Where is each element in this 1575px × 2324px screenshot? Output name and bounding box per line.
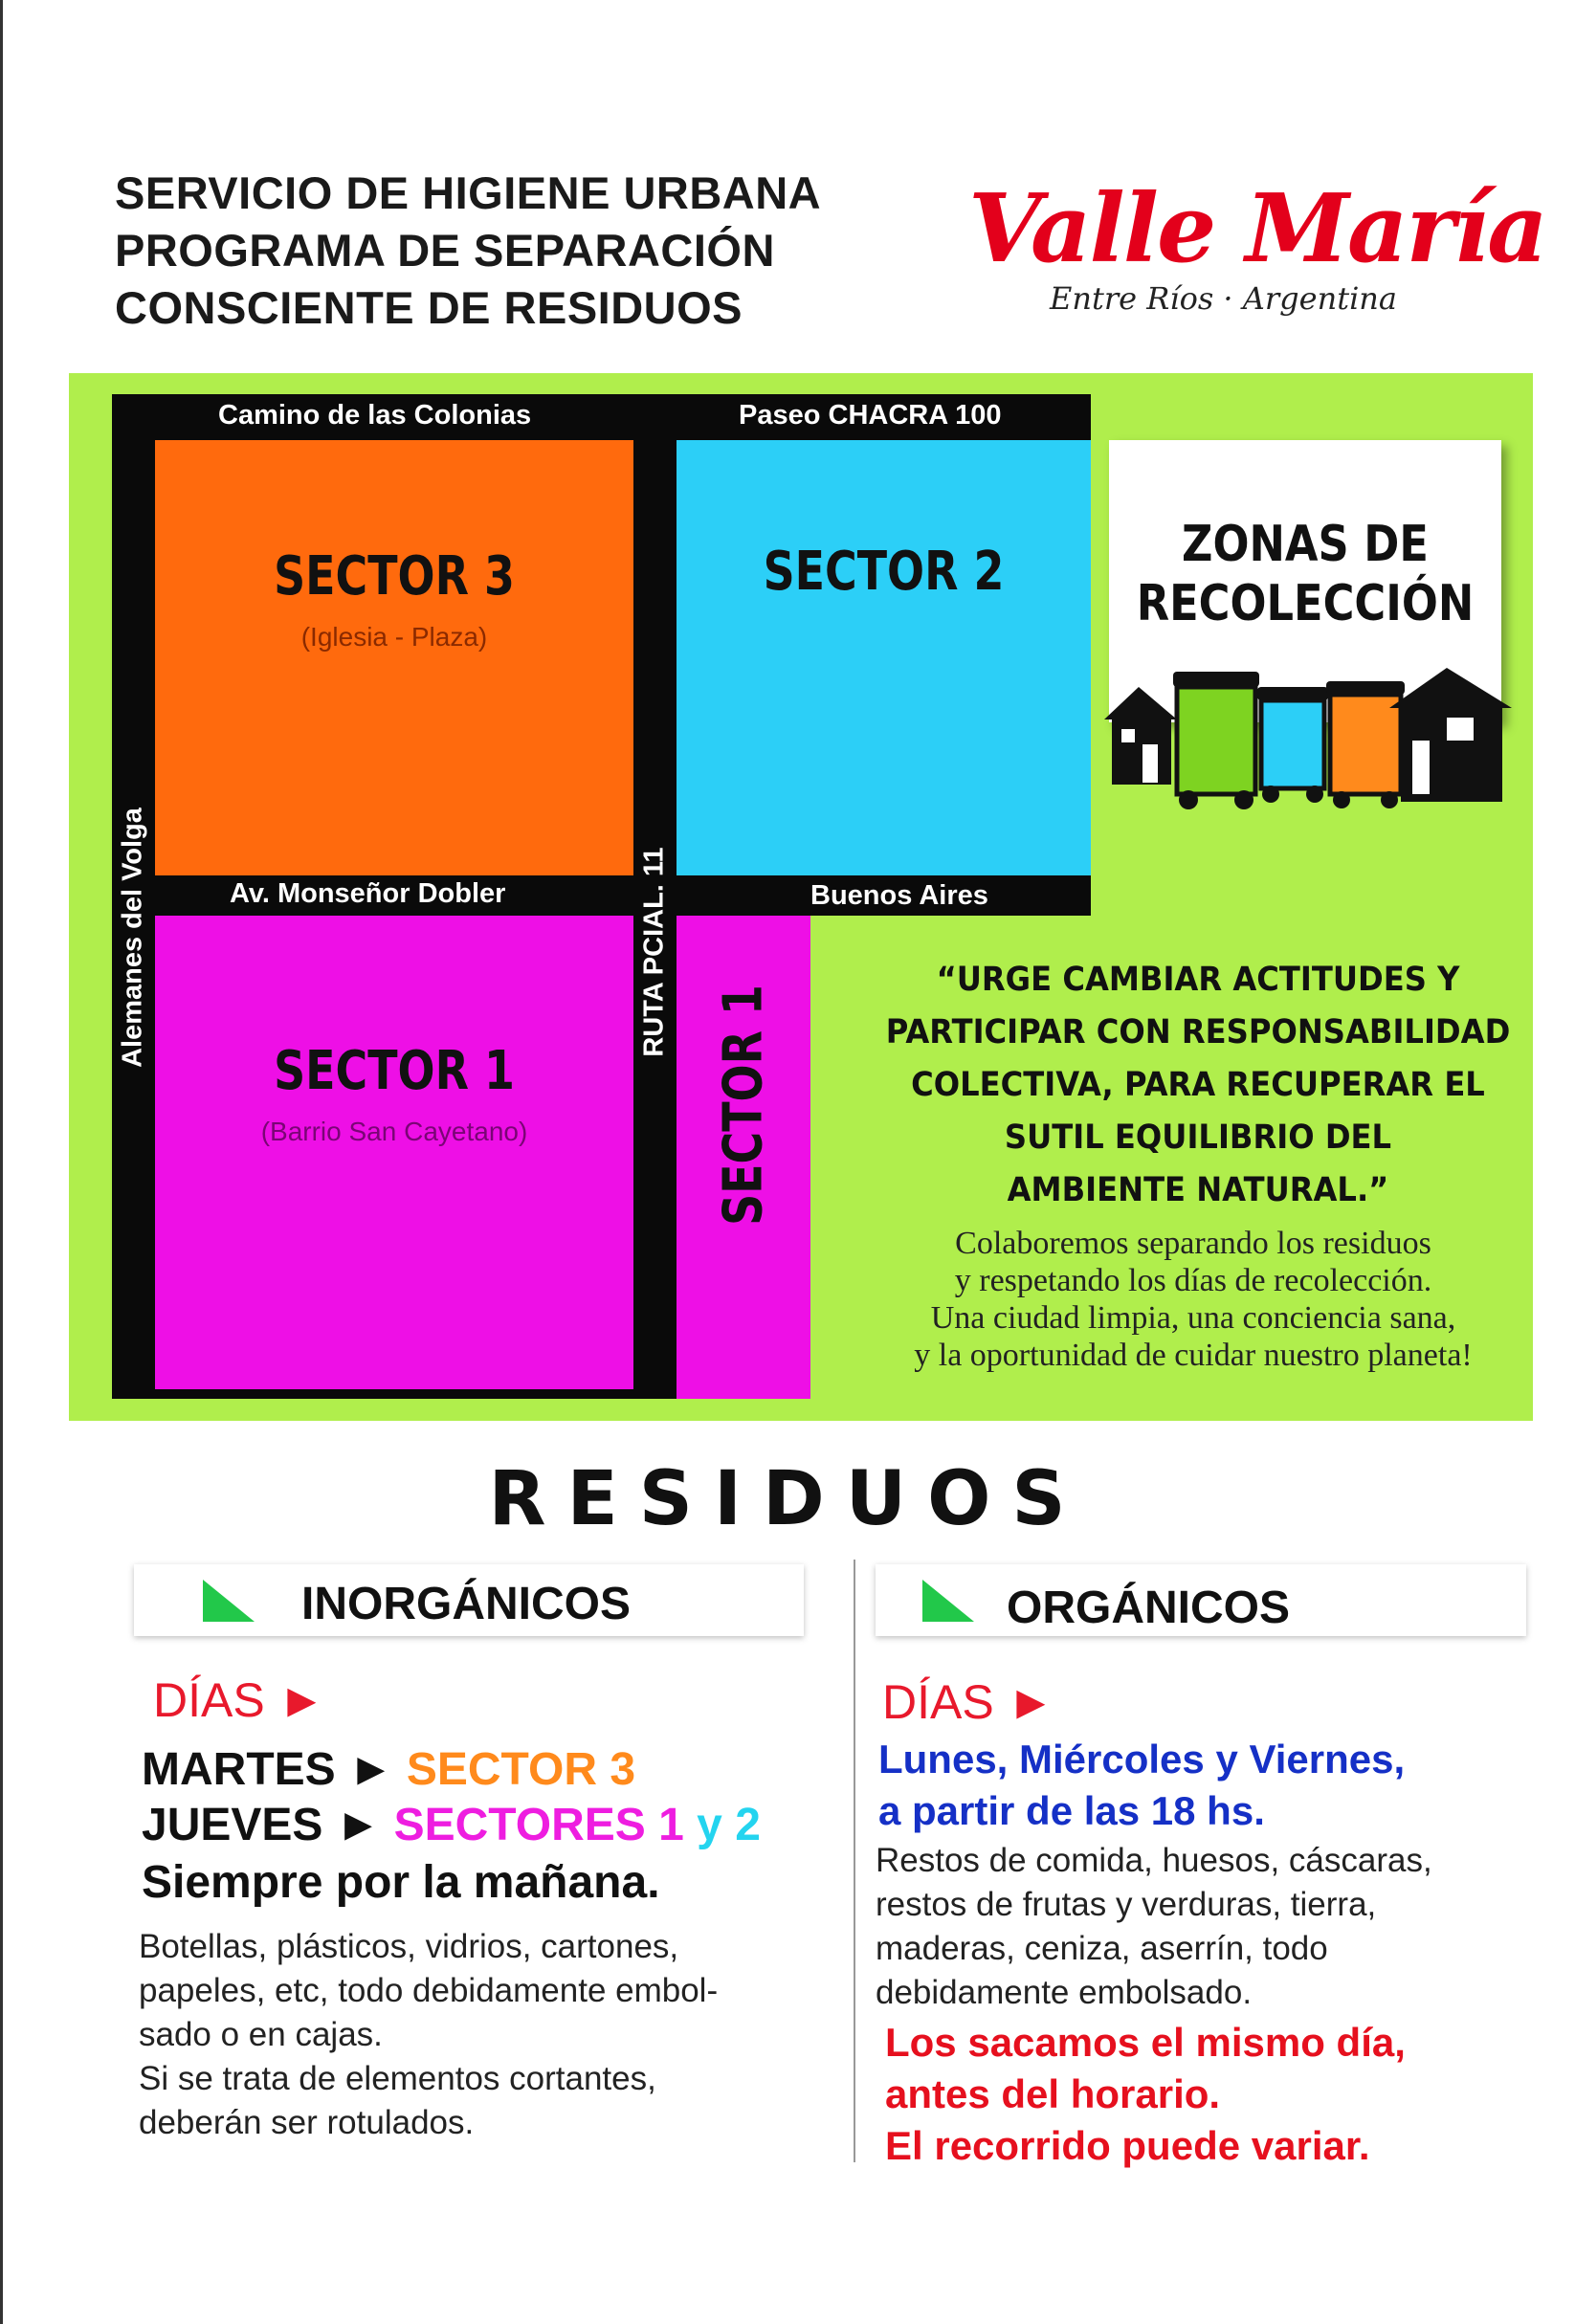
collection-zones-map-panel [69,373,1533,1421]
header-title-line-3: CONSCIENTE DE RESIDUOS [115,282,743,333]
inorganicos-desc-line-2: papeles, etc, todo debidamente embol- [139,1972,719,2009]
organicos-schedule [878,1734,1405,1837]
organicos-note [885,2017,1406,2172]
organicos-label: ORGÁNICOS [1007,1583,1291,1633]
martes-label: MARTES ► [142,1744,394,1795]
siempre-manana: Siempre por la mañana. [142,1857,660,1908]
header-title-line-1: SERVICIO DE HIGIENE URBANA [115,167,822,218]
road-bottom-edge [112,1389,677,1399]
martes-sector: SECTOR 3 [406,1744,636,1795]
sector-3-name: SECTOR 3 [274,545,515,608]
houses-and-bins-illustration [1102,660,1514,813]
green-bin-icon [1173,672,1259,809]
house-icon-left [1104,687,1177,785]
road-label-buenos-aires: Buenos Aires [810,880,988,911]
quote-line-2: PARTICIPAR CON RESPONSABILIDAD [885,1013,1511,1051]
quote-line-1: “URGE CAMBIAR ACTITUDES Y [936,961,1460,999]
jueves-label: JUEVES ► [142,1800,382,1850]
jueves-sectores: SECTORES 1 [393,1800,684,1850]
organicos-note-line-2: antes del horario. [885,2071,1221,2116]
blue-bin-icon [1257,687,1328,803]
organicos-dias-label: DÍAS ► [882,1675,1055,1729]
road-label-paseo-chacra: Paseo CHACRA 100 [739,400,1002,431]
martes-line [142,1743,635,1796]
environment-quote [863,954,1532,1217]
inorganicos-desc-line-1: Botellas, plásticos, vidrios, cartones, [139,1928,679,1965]
green-triangle-icon [199,1576,258,1626]
road-label-alemanes-volga: Alemanes del Volga [117,808,148,1068]
road-label-av-monsenor: Av. Monseñor Dobler [230,878,506,909]
organicos-header [876,1564,1526,1636]
valle-maria-logo [968,174,1546,330]
house-icon-right [1389,668,1512,802]
road-label-camino-colonias: Camino de las Colonias [218,400,532,431]
sector-1-subtitle: (Barrio San Cayetano) [260,1117,528,1146]
organicos-note-line-1: Los sacamos el mismo día, [885,2020,1406,2065]
road-label-ruta-pcial: RUTA PCIAL. 11 [638,847,670,1057]
collab-line-2: y respetando los días de recolección. [954,1263,1432,1298]
inorganicos-description [139,1925,718,2145]
jueves-y: y [697,1800,722,1850]
zonas-title-line-1: ZONAS DE [1182,516,1429,573]
sector-2-block [677,440,1091,875]
inorganicos-label: INORGÁNICOS [301,1579,632,1629]
organicos-desc-line-2: restos de frutas y verduras, tierra, [876,1886,1377,1923]
header-title [115,165,938,337]
inorganicos-desc-line-4: Si se trata de elementos cortantes, [139,2060,656,2097]
header-title-line-2: PROGRAMA DE SEPARACIÓN [115,225,775,276]
organicos-desc-line-3: maderas, ceniza, aserrín, todo [876,1930,1328,1967]
quote-line-5: AMBIENTE NATURAL.” [1007,1171,1389,1209]
orange-bin-icon [1326,681,1405,808]
quote-line-3: COLECTIVA, PARA RECUPERAR EL [911,1066,1485,1104]
sector-1-strip-name: SECTOR 1 [712,985,775,1226]
inorganicos-dias-label: DÍAS ► [153,1673,326,1727]
collaboration-message [815,1225,1571,1374]
inorganicos-desc-line-3: sado o en cajas. [139,2016,383,2053]
jueves-2: 2 [735,1800,761,1850]
green-triangle-icon [919,1576,978,1626]
sector-1-block [155,916,633,1389]
organicos-desc-line-1: Restos de comida, huesos, cáscaras, [876,1842,1432,1879]
quote-line-4: SUTIL EQUILIBRIO DEL [1004,1118,1392,1157]
organicos-note-line-3: El recorrido puede variar. [885,2123,1370,2168]
collab-line-4: y la oportunidad de cuidar nuestro planeta! [914,1338,1473,1373]
page-left-border [0,0,3,2324]
collab-line-1: Colaboremos separando los residuos [955,1226,1431,1261]
zonas-title-line-2: RECOLECCIÓN [1136,575,1475,632]
sector-3-subtitle: (Iglesia - Plaza) [300,622,488,652]
collab-line-3: Una ciudad limpia, una conciencia sana, [930,1300,1456,1336]
inorganicos-desc-line-5: deberán ser rotulados. [139,2104,475,2141]
residuos-title: RESIDUOS [488,1456,1087,1542]
sector-1-name: SECTOR 1 [274,1040,515,1102]
organicos-description [876,1839,1432,2015]
logo-name: Valle María [968,174,1546,284]
zonas-recoleccion-title [1137,515,1475,633]
organicos-schedule-line-1: Lunes, Miércoles y Viernes, [878,1737,1406,1782]
organicos-desc-line-4: debidamente embolsado. [876,1974,1253,2011]
jueves-line [142,1799,761,1851]
organicos-schedule-line-2: a partir de las 18 hs. [878,1788,1265,1833]
sector-2-name: SECTOR 2 [763,541,1005,603]
inorganicos-header [134,1564,804,1636]
sector-3-block [155,440,633,875]
logo-subtitle: Entre Ríos · Argentina [1050,280,1397,317]
column-divider [854,1560,855,2162]
